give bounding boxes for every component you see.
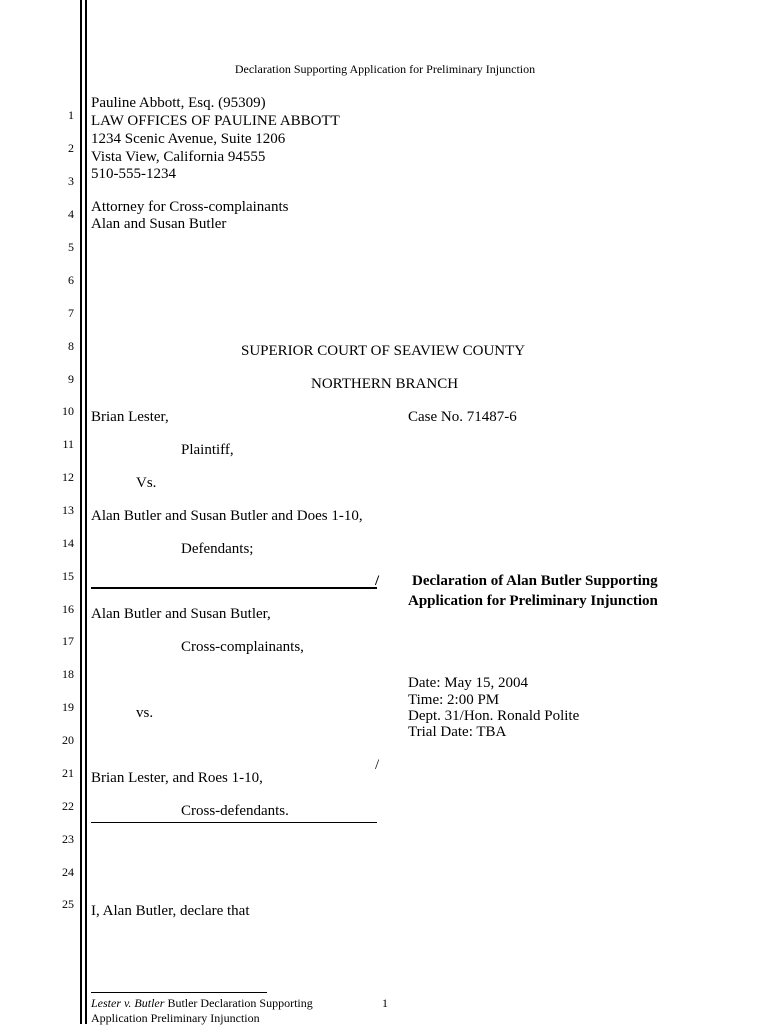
- versus-text: Vs.: [136, 475, 157, 491]
- plaintiff-name: Brian Lester,: [91, 409, 169, 425]
- line-number: 4: [68, 207, 74, 221]
- attorney-street: 1234 Scenic Avenue, Suite 1206: [91, 131, 286, 147]
- caption-slash: /: [375, 573, 380, 589]
- cross-complainants-name: Alan Butler and Susan Butler,: [91, 606, 271, 622]
- case-number: Case No. 71487-6: [408, 409, 517, 425]
- court-name: SUPERIOR COURT OF SEAVIEW COUNTY: [241, 343, 526, 359]
- document-title: Application for Preliminary Injunction: [408, 593, 658, 609]
- line-number: 15: [62, 569, 74, 583]
- caption-bottom-line: [91, 822, 377, 823]
- page-header: Declaration Supporting Application for Preliminary Injunction: [234, 62, 536, 76]
- footer-rule: [91, 992, 267, 993]
- line-number: 21: [62, 766, 74, 780]
- line-number: 13: [62, 503, 74, 517]
- attorney-role: Attorney for Cross-complainants: [91, 199, 289, 215]
- cross-defendants-name: Brian Lester, and Roes 1-10,: [91, 770, 263, 786]
- line-number: 24: [62, 865, 74, 879]
- hearing-date: Date: May 15, 2004: [408, 675, 528, 691]
- line-number: 23: [62, 832, 74, 846]
- line-number: 22: [62, 799, 74, 813]
- margin-line-right: [85, 0, 87, 1024]
- footer-case-name: Lester v. Butler: [91, 996, 165, 1010]
- line-number: 14: [62, 536, 74, 550]
- line-number: 17: [62, 634, 74, 648]
- attorney-firm: LAW OFFICES OF PAULINE ABBOTT: [91, 113, 340, 129]
- declaration-opening: I, Alan Butler, declare that: [91, 903, 250, 919]
- line-number: 18: [62, 667, 74, 681]
- margin-line-left: [80, 0, 82, 1024]
- line-number: 8: [68, 339, 74, 353]
- trial-date: Trial Date: TBA: [408, 724, 507, 740]
- hearing-time: Time: 2:00 PM: [408, 692, 500, 708]
- line-number: 16: [62, 602, 74, 616]
- attorney-phone: 510-555-1234: [91, 166, 176, 182]
- line-number: 1: [68, 108, 74, 122]
- versus-text: vs.: [136, 705, 154, 721]
- line-number: 9: [68, 372, 74, 386]
- line-number: 2: [68, 141, 74, 155]
- defendants-role: Defendants;: [181, 541, 254, 557]
- line-number: 10: [62, 404, 74, 418]
- line-number: 20: [62, 733, 74, 747]
- caption-divider: [91, 587, 377, 589]
- court-branch: NORTHERN BRANCH: [311, 376, 459, 392]
- page-number: 1: [382, 996, 388, 1010]
- line-number: 3: [68, 174, 74, 188]
- cross-complainants-role: Cross-complainants,: [181, 639, 304, 655]
- line-number: 7: [68, 306, 74, 320]
- line-number: 12: [62, 470, 74, 484]
- caption-slash: /: [375, 757, 380, 773]
- attorney-clients: Alan and Susan Butler: [91, 216, 227, 232]
- attorney-city: Vista View, California 94555: [91, 149, 266, 165]
- line-number: 5: [68, 240, 74, 254]
- plaintiff-role: Plaintiff,: [181, 442, 234, 458]
- footer-line2: Application Preliminary Injunction: [91, 1011, 260, 1025]
- defendants-name: Alan Butler and Susan Butler and Does 1-10,: [91, 508, 363, 524]
- line-number: 19: [62, 700, 74, 714]
- line-number: 25: [62, 897, 74, 911]
- line-number: 6: [68, 273, 74, 287]
- document-title: Declaration of Alan Butler Supporting: [412, 573, 658, 589]
- cross-defendants-role: Cross-defendants.: [181, 803, 289, 819]
- line-number: 11: [62, 437, 74, 451]
- footer-doc-name: Butler Declaration Supporting: [164, 996, 313, 1010]
- hearing-dept: Dept. 31/Hon. Ronald Polite: [408, 708, 580, 724]
- footer-line1: [91, 996, 313, 1011]
- attorney-name: Pauline Abbott, Esq. (95309): [91, 95, 266, 111]
